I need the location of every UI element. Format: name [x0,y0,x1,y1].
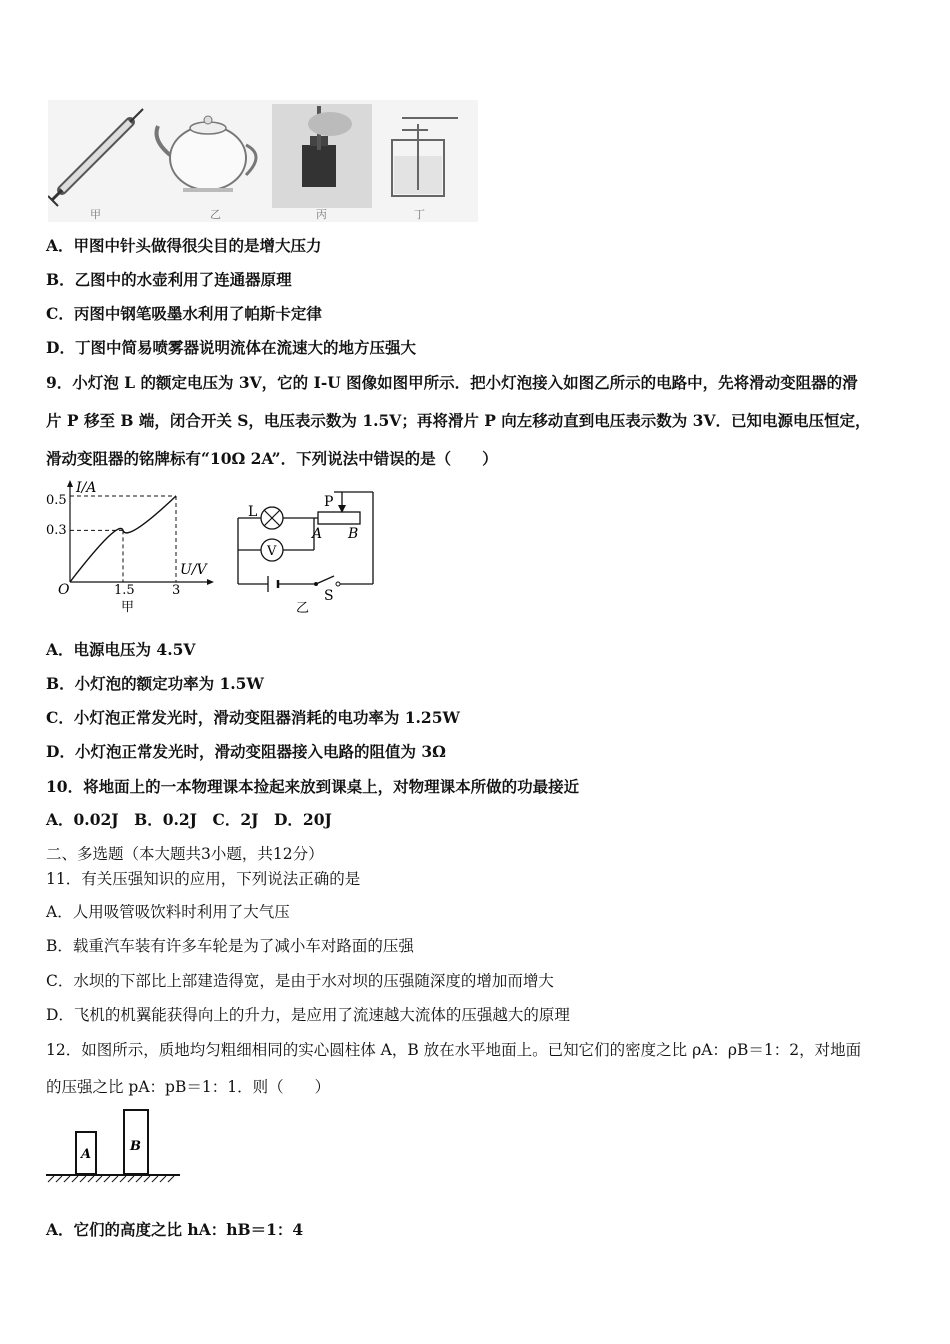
fig-label-yi: 乙 [210,208,221,221]
x-axis-arrow [207,579,214,585]
q12-figure [46,1106,180,1184]
q9-option-a: A．电源电压为 4.5V [46,640,196,659]
circuit-caption: 乙 [296,601,310,616]
q11-stem: 11．有关压强知识的应用，下列说法正确的是 [46,870,361,888]
voltmeter-letter: V [267,544,277,559]
cylinder-a-label: A [81,1147,92,1162]
x-tick-3: 3 [172,583,181,598]
cylinder-b-label: B [130,1139,141,1154]
section-heading: 二、多选题（本大题共3小题，共12分） [46,845,324,863]
battery-symbol [268,576,278,592]
q12-option-a: A．它们的高度之比 hA：hB＝1：4 [46,1220,304,1239]
q8-option-d: D．丁图中简易喷雾器说明流体在流速大的地方压强大 [46,338,416,357]
end-a-label: A [312,526,323,542]
q9-stem-line1: 9．小灯泡 L 的额定电压为 3V，它的 I-U 图像如图甲所示．把小灯泡接入如图乙所示的电路中，先将滑动变阻器的滑 [46,373,858,392]
q9-stem-line3: 滑动变阻器的铭牌标有“10Ω 2A”．下列说法中错误的是（ ） [46,449,498,468]
y-axis-label: I/A [76,480,97,496]
q8-option-c: C．丙图中钢笔吸墨水利用了帕斯卡定律 [46,304,322,323]
switch-label: S [324,588,334,604]
end-b-label: B [348,526,359,542]
x-tick-1.5: 1.5 [114,583,135,598]
q9-option-c: C．小灯泡正常发光时，滑动变阻器消耗的电功率为 1.25W [46,708,460,727]
q11-option-c: C．水坝的下部比上部建造得宽，是由于水对坝的压强随深度的增加而增大 [46,972,554,990]
q8-option-a: A．甲图中针头做得很尖目的是增大压力 [46,236,322,255]
q12-stem-line2: 的压强之比 pA：pB＝1：1．则（ ） [46,1078,331,1096]
lamp-symbol [261,507,283,529]
fig-label-jia: 甲 [90,208,101,221]
origin-label: O [58,582,70,598]
x-axis-label: U/V [180,562,207,578]
q12-stem-line1: 12．如图所示，质地均匀粗细相同的实心圆柱体 A，B 放在水平地面上。已知它们的密度之比 ρA：ρB＝1：2，对地面 [46,1041,862,1059]
q10-stem: 10．将地面上的一本物理课本捡起来放到课桌上，对物理课本所做的功最接近 [46,777,580,796]
y-tick-0.5: 0.5 [46,493,67,508]
q10-options: A．0.02J B．0.2J C．2J D．20J [46,810,332,829]
fig-label-bing: 丙 [316,208,327,221]
rheostat-symbol [318,512,360,524]
switch-symbol [314,576,340,586]
y-axis-arrow [67,480,73,487]
q9-option-d: D．小灯泡正常发光时，滑动变阻器接入电路的阻值为 3Ω [46,742,446,761]
q11-option-d: D．飞机的机翼能获得向上的升力，是应用了流速越大流体的压强越大的原理 [46,1006,570,1024]
q9-stem-line2: 片 P 移至 B 端，闭合开关 S，电压表示数为 1.5V；再将滑片 P 向左移动直到电压表示数为 3V．已知电源电压恒定， [46,411,871,430]
q8-option-b: B．乙图中的水壶利用了连通器原理 [46,270,292,289]
y-tick-0.3: 0.3 [46,523,67,538]
graph-caption: 甲 [121,600,135,615]
fig-label-ding: 丁 [414,208,425,221]
pen-ink-image [272,104,372,208]
q11-option-b: B．载重汽车装有许多车轮是为了减小车对路面的压强 [46,937,414,955]
lamp-label: L [248,504,258,520]
q11-option-a: A．人用吸管吸饮料时利用了大气压 [46,903,290,921]
slider-label: P [324,494,334,510]
q9-iu-graph [44,478,216,616]
q9-circuit [230,484,380,616]
q9-option-b: B．小灯泡的额定功率为 1.5W [46,674,264,693]
q8-figure [48,100,478,222]
